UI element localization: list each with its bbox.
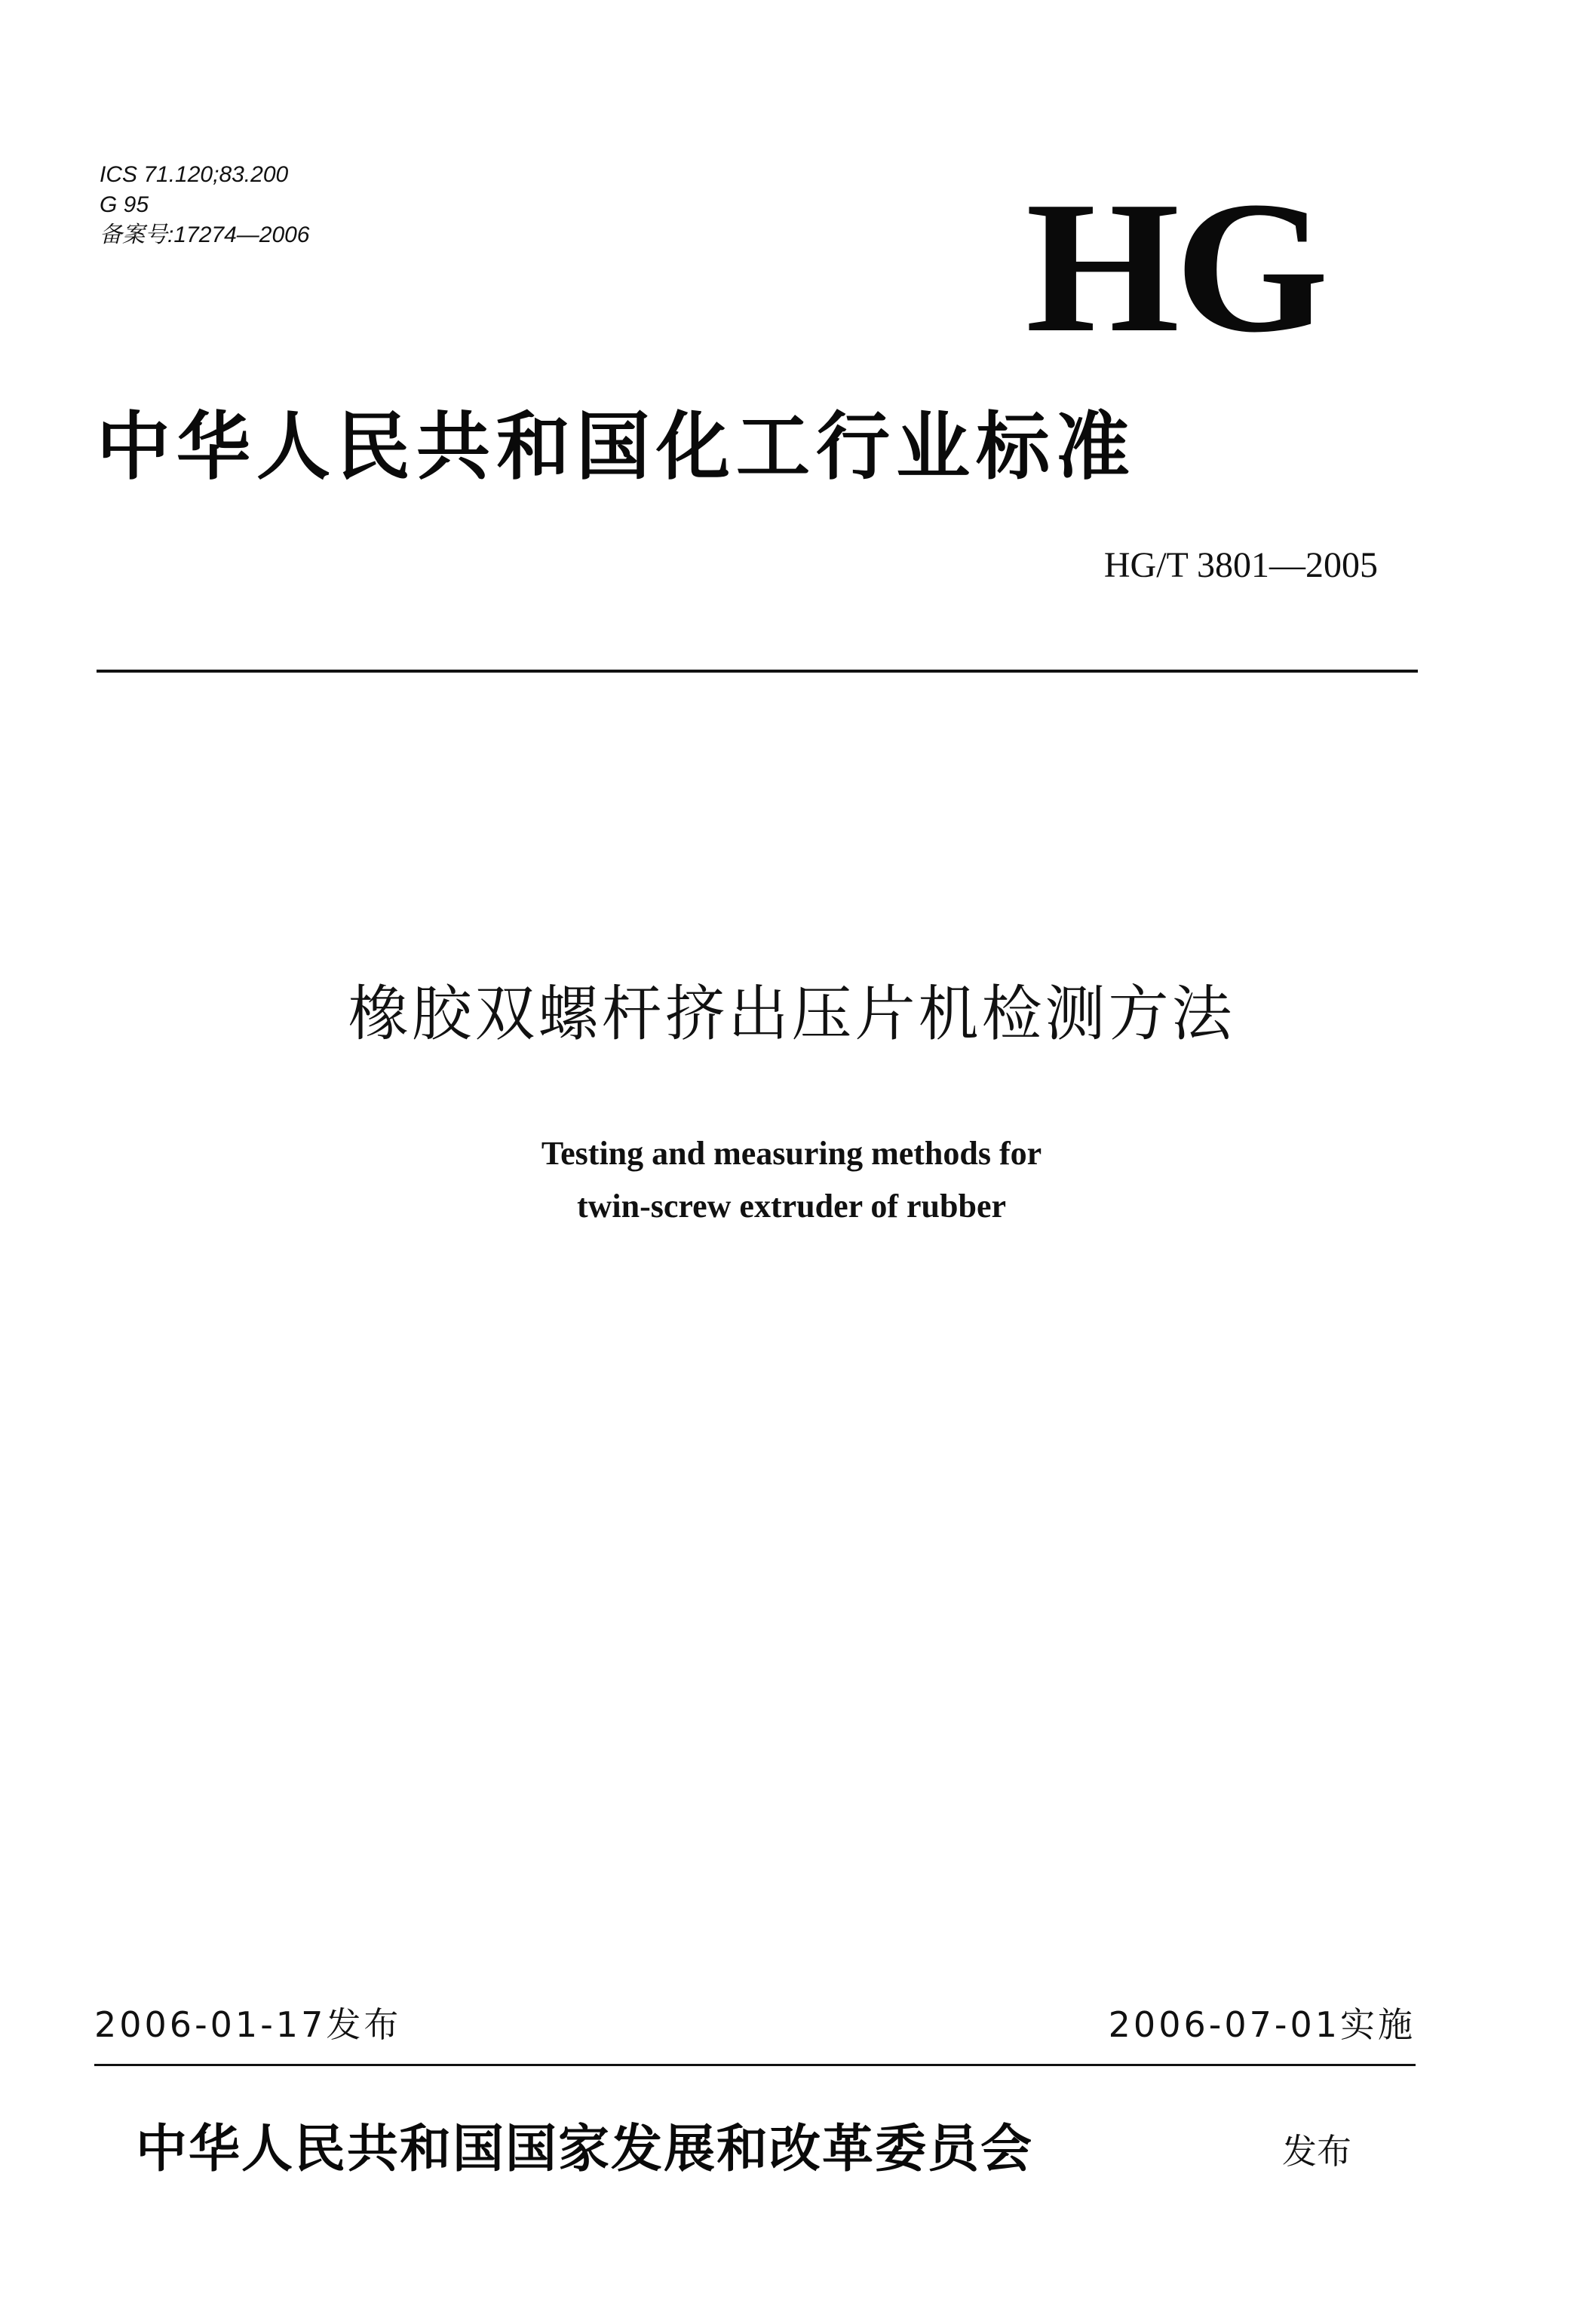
- publisher-suffix: 发布: [1282, 2131, 1351, 2172]
- classification-block: [100, 160, 310, 250]
- document-title-chinese: 橡胶双螺杆挤出压片机检测方法: [348, 979, 1235, 1049]
- standard-title: 中华人民共和国化工行业标准: [97, 403, 1137, 490]
- hg-logo: HG: [1026, 163, 1324, 372]
- document-title-english-line1: Testing and measuring methods for: [541, 1135, 1042, 1172]
- issue-date: 2006-01-17发布: [94, 2004, 402, 2045]
- bottom-divider: [94, 2064, 1416, 2066]
- implementation-date: 2006-07-01实施: [1108, 2004, 1416, 2045]
- publisher-name: 中华人民共和国国家发展和改革委员会: [136, 2119, 1034, 2179]
- record-number: 备案号:17274—2006: [100, 222, 310, 247]
- standard-code: HG/T 3801—2005: [1103, 545, 1378, 585]
- top-divider: [97, 670, 1418, 673]
- ccs-code: G 95: [100, 192, 149, 217]
- date-row: [94, 1998, 1416, 2051]
- ics-code: ICS 71.120;83.200: [100, 162, 289, 187]
- document-title-english-line2: twin-screw extruder of rubber: [576, 1188, 1007, 1225]
- document-title-english: [0, 1127, 1583, 1233]
